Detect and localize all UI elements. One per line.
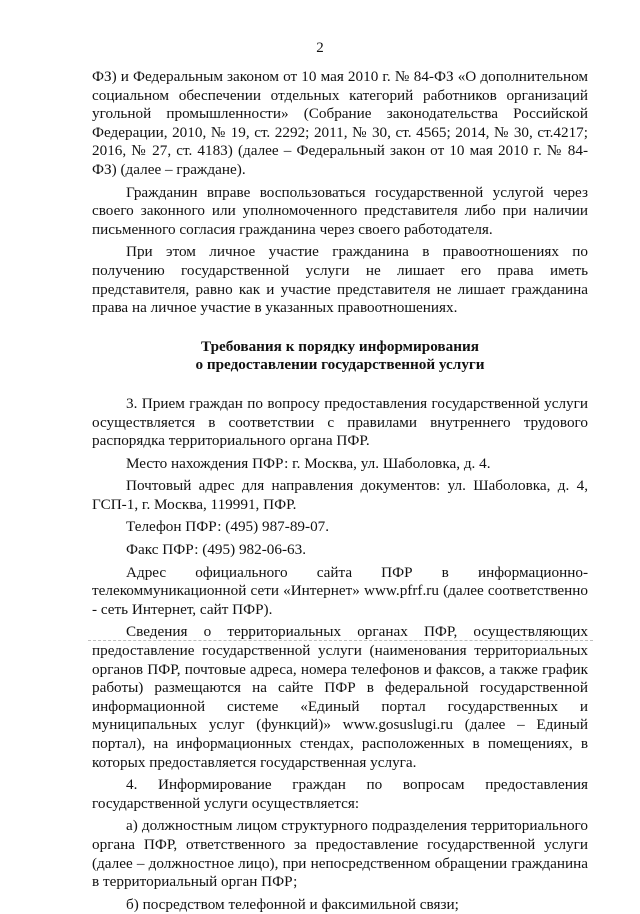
paragraph-territorial-info: Сведения о территориальных органах ПФР, осуществляющих предоставление государственной услуги (наименования территориальных органов ПФР, почтовые адреса, номера телефонов и факсов, а также график работы) размещаются на сайте ПФР в федеральной государственной информационной системе «Единый портал государственных и муниципальных услуг (функций)» www.gosuslugi.ru (далее – Единый портал), на информационных стендах, расположенных в помещениях, в которых предоставляется государственная услуга.: [92, 623, 588, 771]
paragraph-phone: Телефон ПФР: (495) 987-89-07.: [126, 518, 330, 536]
section-heading-line-1: Требования к порядку информирования: [201, 337, 479, 355]
paragraph-fax: Факс ПФР: (495) 982-06-63.: [126, 541, 307, 559]
paragraph-personal-participation: При этом личное участие гражданина в правоотношениях по получению государственной услуги не лишает его права иметь представителя, равно как и участие представителя не лишает гражданина права на личное участие в указанных правоотношениях.: [92, 243, 588, 317]
paragraph-4-informing: 4. Информирование граждан по вопросам предоставления государственной услуги осуществляется:: [92, 776, 588, 812]
paragraph-4b-phone-fax: б) посредством телефонной и факсимильной связи;: [126, 895, 459, 913]
paragraph-4a-official: а) должностным лицом структурного подразделения территориального органа ПФР, ответственного за предоставление государственной услуги (далее – должностное лицо), при непосредственном обращении гражданина в территориальный орган ПФР;: [92, 817, 588, 891]
section-heading-line-2: о предоставлении государственной услуги: [195, 356, 485, 374]
document-body: [92, 68, 588, 914]
paragraph-3-reception: 3. Прием граждан по вопросу предоставления государственной услуги осуществляется в соответствии с правилами внутреннего трудового распорядка территориального органа ПФР.: [92, 394, 588, 450]
paragraph-postal-address: Почтовый адрес для направления документов: ул. Шаболовка, д. 4, ГСП-1, г. Москва, 119991, ПФР.: [92, 477, 588, 513]
scan-divider-line: [88, 640, 593, 641]
page-number: 2: [316, 40, 324, 56]
paragraph-website: Адрес официального сайта ПФР в информационно-телекоммуникационной сети «Интернет» www.pfrf.ru (далее соответственно - сеть Интернет, сайт ПФР).: [92, 563, 588, 618]
paragraph-representative: Гражданин вправе воспользоваться государственной услугой через своего законного или уполномоченного представителя либо при наличии письменного согласия гражданина через своего работодателя.: [92, 183, 588, 238]
paragraph-location: Место нахождения ПФР: г. Москва, ул. Шаболовка, д. 4.: [126, 454, 491, 472]
paragraph-law-reference: ФЗ) и Федеральным законом от 10 мая 2010 г. № 84-ФЗ «О дополнительном социальном обеспечении отдельных категорий работников организаций угольной промышленности» (Собрание законодательства Российской Федерации, 2010, № 19, ст. 2292; 2011, № 30, ст. 4565; 2014, № 30, ст.4217; 2016, № 27, ст. 4183) (далее – Федеральный закон от 10 мая 2010 г. № 84-ФЗ) (далее – граждане).: [92, 68, 588, 178]
